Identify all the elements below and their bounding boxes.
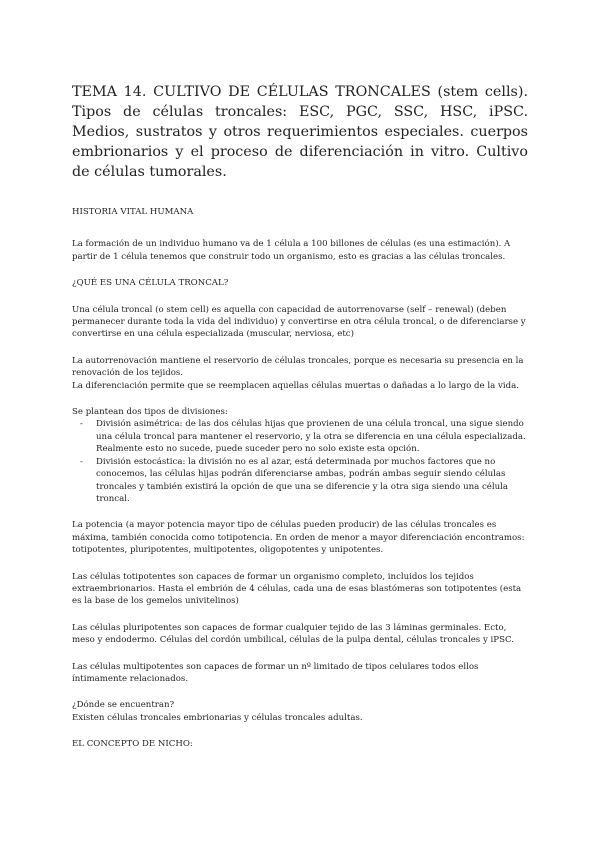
list-bullet: - xyxy=(80,419,83,430)
document-body xyxy=(72,206,528,751)
paragraph-definicion: Una célula troncal (o stem cell) es aquella con capacidad de autorrenovarse (self – renewal) (deben permanecer durante toda la vida del individuo) y convertirse en otra célula troncal, o de diferenciarse y convertirse en una célula especializada (muscular, nerviosa, etc) xyxy=(72,304,526,340)
paragraph-donde-respuesta: Existen células troncales embrionarias y células troncales adultas. xyxy=(72,712,363,723)
paragraph-diferenciacion: La diferenciación permite que se reemplacen aquellas células muertas o dañadas a lo largo de la vida. xyxy=(72,380,519,391)
paragraph-totipotentes: Las células totipotentes son capaces de formar un organismo completo, incluidos los tejidos extraembrionarios. Hasta el embrión de 4 células, cada una de esas blastómeras son totipotentes (esta es la base de los gemelos univitelinos) xyxy=(72,571,522,607)
divisiones-list xyxy=(72,418,528,505)
paragraph-pluripotentes: Las células pluripotentes son capaces de formar cualquier tejido de las 3 láminas germinales. Ecto, meso y endodermo. Células del cordón umbilical, células de la pulpa dental, células troncales y iPSC. xyxy=(72,622,514,646)
list-item xyxy=(72,456,528,506)
list-bullet: - xyxy=(80,456,83,467)
document-title: TEMA 14. CULTIVO DE CÉLULAS TRONCALES (stem cells). Tipos de células troncales: ESC, PGC, SSC, HSC, iPSC. Medios, sustratos y otros requerimientos especiales. cuerpos embrionarios y el proceso de diferenciación in vitro. Cultivo de células tumorales. xyxy=(72,84,528,180)
list-item-text: División asimétrica: de las dos células hijas que provienen de una célula troncal, una sigue siendo una célula troncal para mantener el reservorio, y la otra se diferencia en una célula especializada. Realmente esto no sucede, puede suceder pero no solo existe esta opción. xyxy=(96,419,526,455)
paragraph-autorrenovacion: La autorrenovación mantiene el reservorio de células troncales, porque es necesaria su presencia en la renovación de los tejidos. xyxy=(72,355,524,379)
list-item xyxy=(72,418,528,455)
paragraph-divisiones-intro: Se plantean dos tipos de divisiones: xyxy=(72,407,228,418)
paragraph-donde-pregunta: ¿Dónde se encuentran? xyxy=(72,700,175,711)
page-content xyxy=(72,82,528,765)
paragraph-historia: La formación de un individuo humano va de 1 célula a 100 billones de células (es una estimación). A partir de 1 célula tenemos que construir todo un organismo, esto es gracias a las células troncales. xyxy=(72,239,511,262)
section-heading-historia: HISTORIA VITAL HUMANA xyxy=(72,207,194,217)
list-item-text: División estocástica: la división no es al azar, está determinada por muchos factores que no conocemos, las células hijas podrán diferenciarse ambas, podrán ambas seguir siendo células troncales y también existirá la opción de que una se diferencie y la otra siga siendo una célula troncal. xyxy=(96,456,509,504)
paragraph-potencia: La potencia (a mayor potencia mayor tipo de células pueden producir) de las células troncales es máxima, también conocida como totipotencia. En orden de menor a mayor diferenciación encontramos: totipotentes, pluripotentes, multipotentes, oligopotentes y unipotentes. xyxy=(72,520,525,556)
section-heading-nicho: EL CONCEPTO DE NICHO: xyxy=(72,739,193,750)
section-heading-que-es: ¿QUÉ ES UNA CÉLULA TRONCAL? xyxy=(72,278,229,289)
paragraph-multipotentes: Las células multipotentes son capaces de formar un nº limitado de tipos celulares todos ellos íntimamente relacionados. xyxy=(72,661,479,684)
